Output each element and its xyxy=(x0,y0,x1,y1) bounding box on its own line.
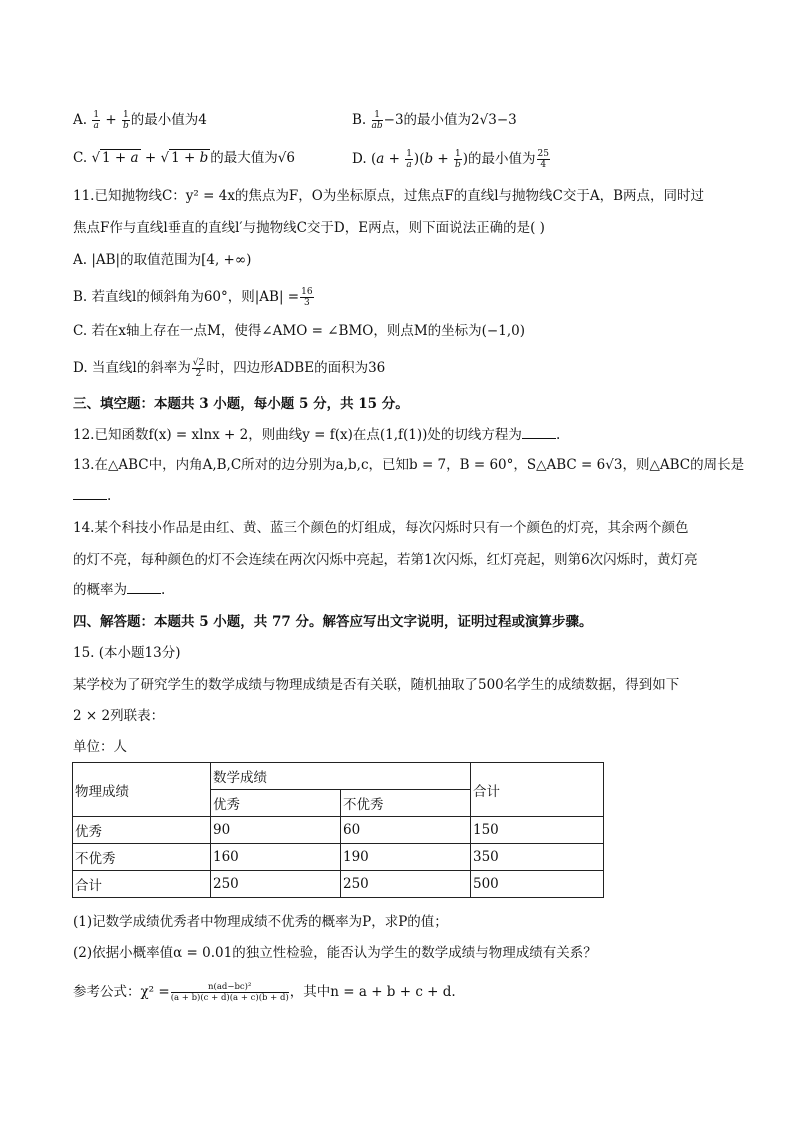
q12-stem xyxy=(73,426,560,444)
q13-stem: 13.在△ABC中，内角A,B,C所对的边分别为a,b,c，已知b = 7，B = 60°，S△ABC = 6√3，则△ABC的周长是 xyxy=(73,457,745,473)
question-text: 的概率为 xyxy=(73,582,127,598)
q15-unit-label: 单位：人 xyxy=(73,739,127,755)
fraction-1-over-ab: $\frac{1}{ab}$ xyxy=(371,110,383,131)
option-label: B. xyxy=(352,112,371,128)
table-cell: 60 xyxy=(341,817,471,844)
table-total-header: 合计 xyxy=(471,763,604,817)
option-label: C. xyxy=(73,150,92,166)
q11-stem-line-2: 焦点F作与直线l垂直的直线l′与抛物线C交于D，E两点，则下面说法正确的是( ) xyxy=(73,220,545,236)
q11-stem-line-1: 11.已知抛物线C：y² = 4x的焦点为F，O为坐标原点，过焦点F的直线l与抛物线C交于A，B两点，同时过 xyxy=(73,188,705,204)
q10-option-c: C. √ 1 + a + √ 1 + b 的最大值为√6 xyxy=(73,150,295,166)
q15-intro-line-2: 2 × 2列联表： xyxy=(73,708,165,724)
table-row xyxy=(73,871,604,898)
table-group-header: 数学成绩 xyxy=(211,763,471,790)
table-cell: 250 xyxy=(211,871,341,898)
table-cell: 500 xyxy=(471,871,604,898)
option-text: 时，四边形ADBE的面积为36 xyxy=(206,360,386,376)
period: . xyxy=(555,427,561,443)
table-cell: 350 xyxy=(471,844,604,871)
q15-heading: 15. (本小题13分) xyxy=(73,645,181,661)
table-cell: 160 xyxy=(211,844,341,871)
contingency-table xyxy=(72,762,604,898)
option-text: 的最小值为4 xyxy=(130,112,207,128)
q11-option-c: C. 若在x轴上存在一点M，使得∠AMO = ∠BMO，则点M的坐标为(−1,0) xyxy=(73,323,525,339)
q14-stem-line-3 xyxy=(73,581,165,599)
q15-part-2: (2)依据小概率值α = 0.01的独立性检验，能否认为学生的数学成绩与物理成绩有关系？ xyxy=(73,945,597,961)
fraction-25-over-4: $\frac{25}{4}$ xyxy=(537,149,549,170)
q11-option-a: A. |AB|的取值范围为[4, +∞) xyxy=(73,252,252,268)
q11-option-b xyxy=(73,287,315,308)
q15-formula xyxy=(73,982,456,1003)
option-text: −3的最小值为2√3−3 xyxy=(383,112,517,128)
table-corner-header: 物理成绩 xyxy=(73,763,211,817)
period: . xyxy=(161,582,166,598)
fraction-1-over-b: $\frac{1}{b}$ xyxy=(122,110,129,131)
q10-option-a: A. $\frac{1}{a}$ + $\frac{1}{b}$ 的最小值为4 xyxy=(73,110,207,131)
option-label: A. xyxy=(73,112,92,128)
fraction-sqrt2-over-2: $\frac{√2}{2}$ xyxy=(192,358,205,379)
option-text: 的最小值为 xyxy=(468,151,536,167)
option-text: B. 若直线l的倾斜角为60°，则|AB| = xyxy=(73,289,300,305)
table-row xyxy=(73,844,604,871)
table-subheader-not-excellent: 不优秀 xyxy=(341,790,471,817)
q10-option-d: D. (a + $\frac{1}{a}$ )(b + $\frac{1}{b}$ )的最小值为 $\frac{25}{4}$ xyxy=(352,149,549,170)
question-text: 12.已知函数f(x) = xlnx + 2，则曲线y = f(x)在点(1,f(1))处的切线方程为 xyxy=(73,427,522,443)
table-cell: 不优秀 xyxy=(73,844,211,871)
q11-option-d xyxy=(73,358,385,379)
table-cell: 优秀 xyxy=(73,817,211,844)
table-cell: 250 xyxy=(341,871,471,898)
section-4-heading: 四、解答题：本题共 5 小题，共 77 分。解答应写出文字说明，证明过程或演算步骤。 xyxy=(73,614,593,630)
table-cell: 合计 xyxy=(73,871,211,898)
period: . xyxy=(107,488,112,504)
option-text: D. 当直线l的斜率为 xyxy=(73,360,191,376)
q15-part-1: (1)记数学成绩优秀者中物理成绩不优秀的概率为P，求P的值； xyxy=(73,914,448,930)
table-cell: 90 xyxy=(211,817,341,844)
option-text: 的最大值为√6 xyxy=(210,150,295,166)
formula-label: 参考公式：χ² = xyxy=(73,984,170,1000)
q14-stem-line-2: 的灯不亮，每种颜色的灯不会连续在两次闪烁中亮起，若第1次闪烁，红灯亮起，则第6次闪烁时，黄灯亮 xyxy=(73,552,698,568)
chi-square-fraction: $\frac{\text{n(ad−bc)²}}{(a + b)(c + d)(a + c)(b + d)}$ xyxy=(170,982,289,1003)
table-cell: 190 xyxy=(341,844,471,871)
answer-blank[interactable] xyxy=(73,487,107,500)
section-3-heading: 三、填空题：本题共 3 小题，每小题 5 分，共 15 分。 xyxy=(73,396,409,412)
fraction-1-over-a: $\frac{1}{a}$ xyxy=(93,110,100,131)
table-cell: 150 xyxy=(471,817,604,844)
formula-text: ，其中n = a + b + c + d. xyxy=(289,984,456,1000)
q15-intro-line-1: 某学校为了研究学生的数学成绩与物理成绩是否有关联，随机抽取了500名学生的成绩数据，得到如下 xyxy=(73,677,680,693)
fraction-16-over-3: $\frac{16}{3}$ xyxy=(301,287,313,308)
table-subheader-excellent: 优秀 xyxy=(211,790,341,817)
table-row xyxy=(73,817,604,844)
answer-blank[interactable] xyxy=(522,426,556,439)
q13-answer-line xyxy=(73,487,111,505)
q14-stem-line-1: 14.某个科技小作品是由红、黄、蓝三个颜色的灯组成，每次闪烁时只有一个颜色的灯亮，其余两个颜色 xyxy=(73,520,689,536)
option-label: D. xyxy=(352,151,371,167)
answer-blank[interactable] xyxy=(127,581,161,594)
q10-option-b xyxy=(352,110,517,131)
